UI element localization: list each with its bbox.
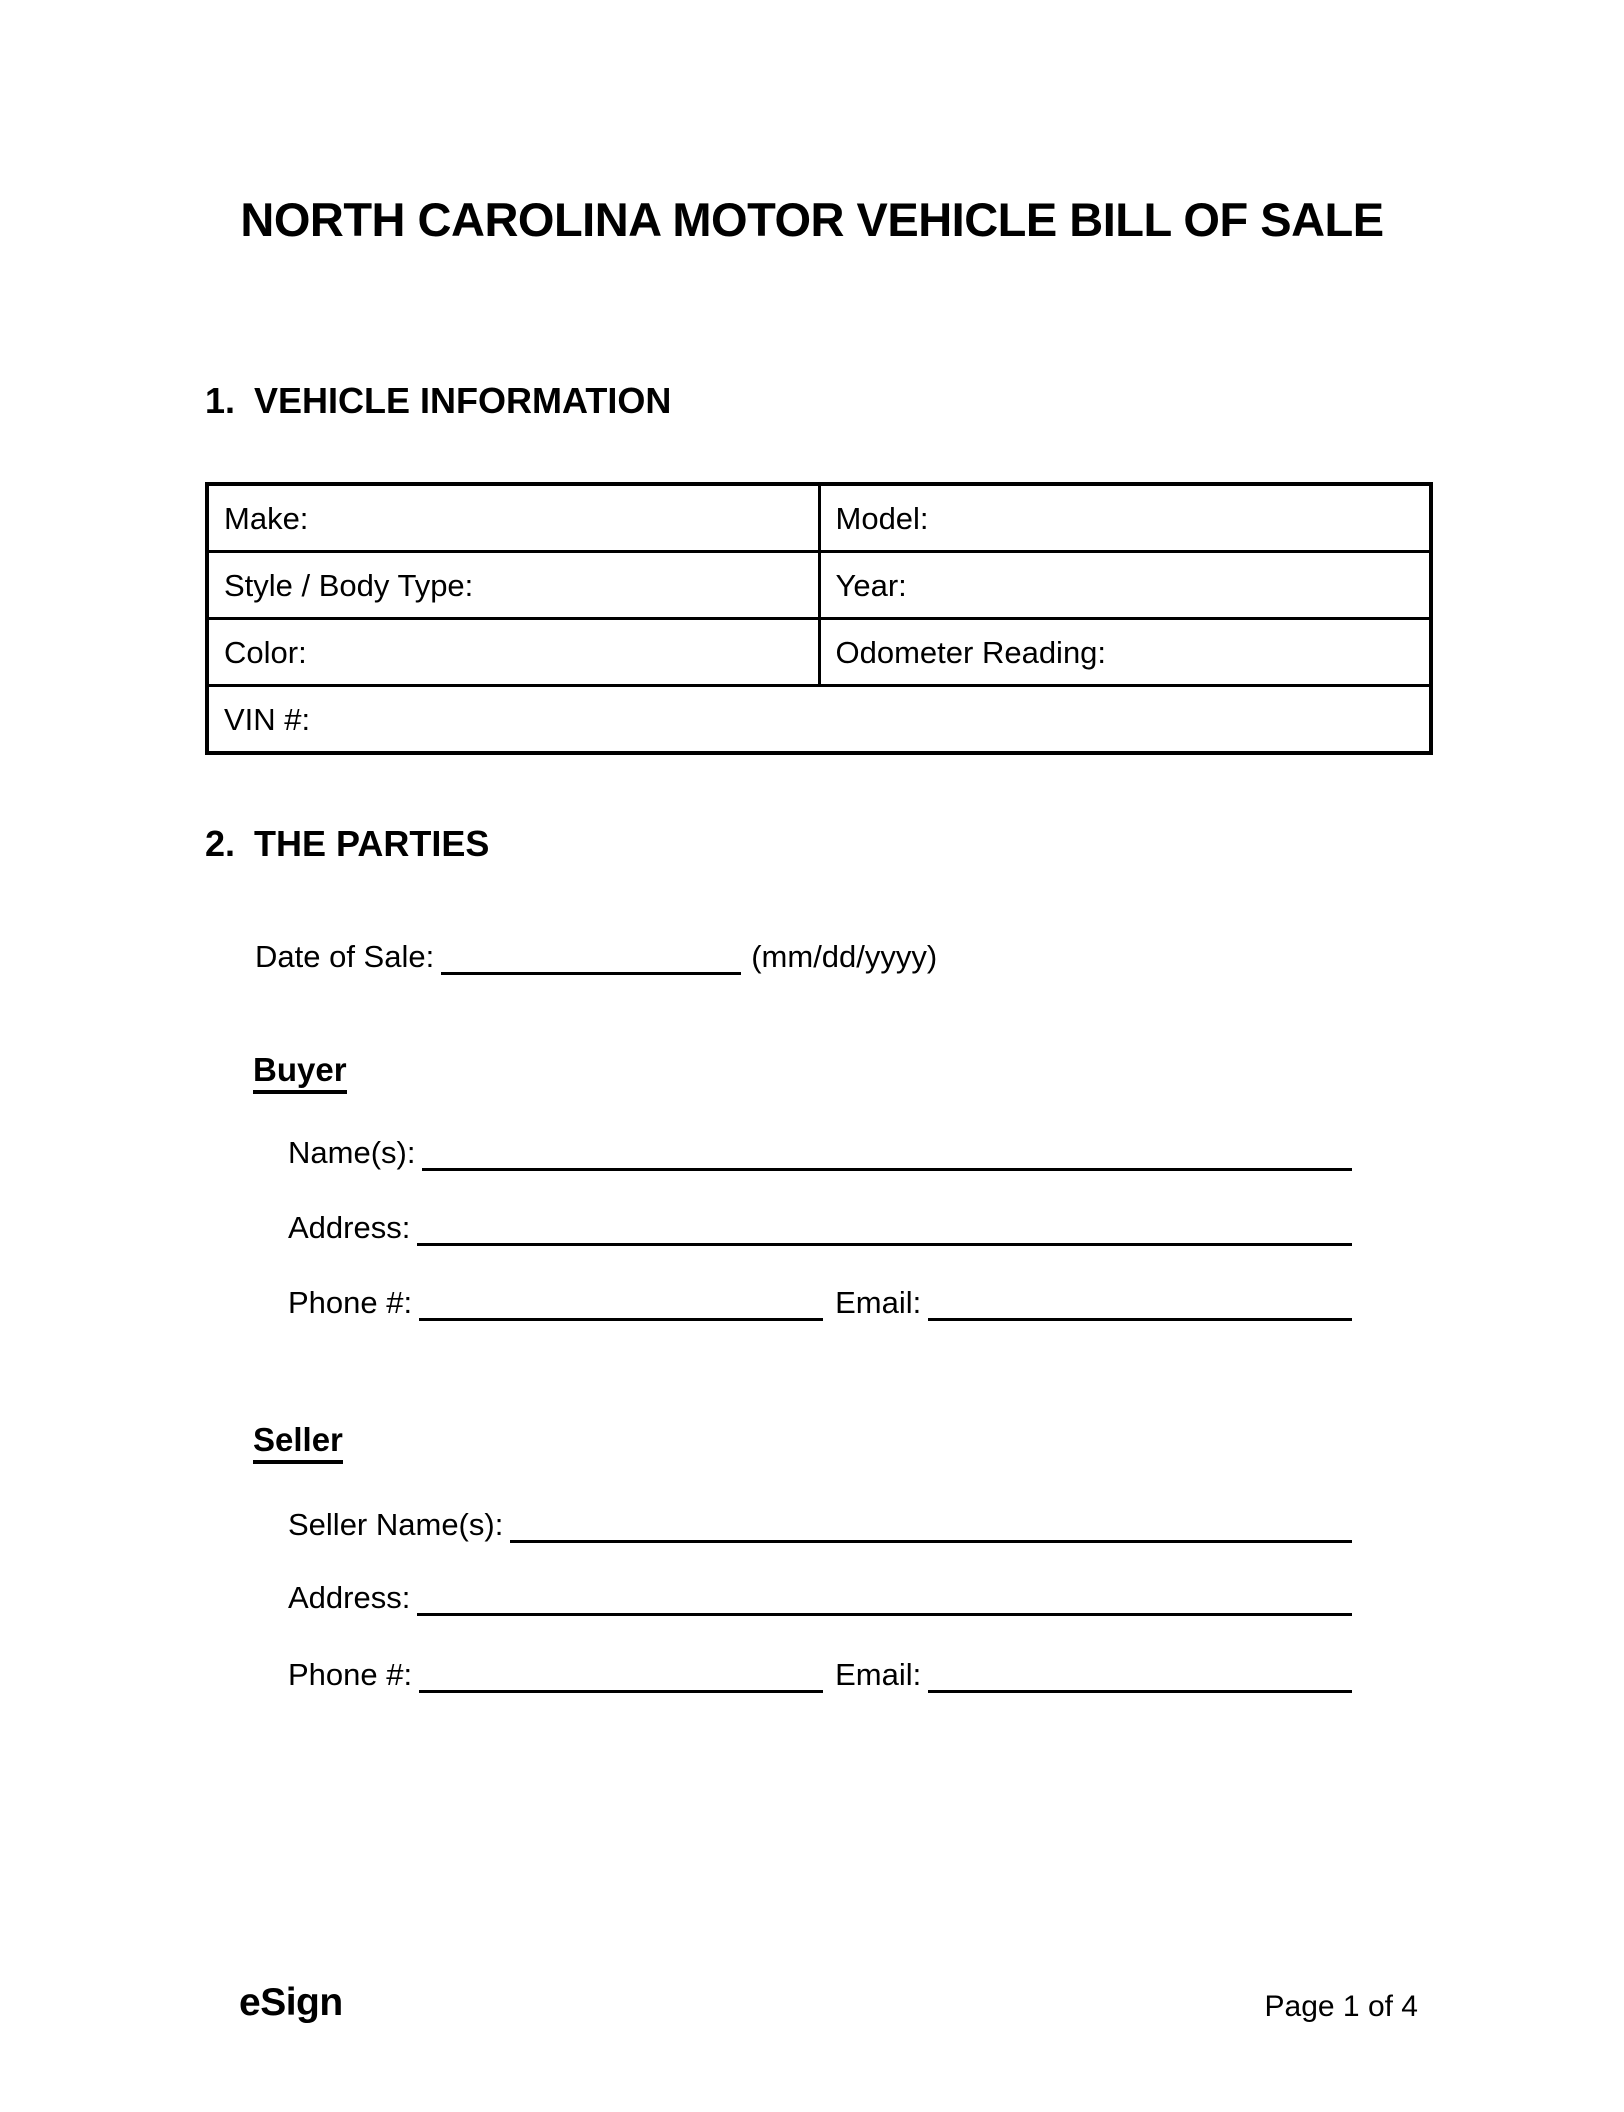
seller-address-row [288,1580,1352,1616]
table-row [207,484,1431,552]
date-of-sale-blank-line [441,972,741,975]
buyer-email-label: Email: [835,1285,922,1320]
buyer-phone-label: Phone #: [288,1285,413,1320]
table-row [207,619,1431,686]
buyer-heading: Buyer [253,1053,347,1094]
section-heading-the-parties [205,823,490,864]
page-indicator: Page 1 of 4 [1264,1990,1418,2023]
make-cell: Make: [207,484,819,552]
buyer-name-label: Name(s): [288,1135,416,1170]
seller-heading: Seller [253,1423,343,1464]
date-format-hint: (mm/dd/yyyy) [751,939,938,974]
seller-email-label: Email: [835,1657,922,1692]
section-label: VEHICLE INFORMATION [254,380,672,421]
table-row [207,686,1431,754]
section-heading-vehicle-information [205,380,672,421]
esign-logo: eSign [239,1981,343,2024]
document-title: NORTH CAROLINA MOTOR VEHICLE BILL OF SALE [240,193,1384,246]
vehicle-info-table [205,482,1433,755]
seller-address-blank-line [417,1613,1352,1616]
seller-phone-blank-line [419,1690,823,1693]
section-label: THE PARTIES [254,823,490,864]
style-body-type-cell: Style / Body Type: [207,552,819,619]
table-row [207,552,1431,619]
model-cell: Model: [819,484,1431,552]
buyer-address-label: Address: [288,1210,411,1245]
date-of-sale-label: Date of Sale: [255,939,435,974]
buyer-name-row [288,1135,1352,1171]
buyer-email-blank-line [928,1318,1352,1321]
seller-email-blank-line [928,1690,1352,1693]
odometer-cell: Odometer Reading: [819,619,1431,686]
section-number: 2. [205,823,236,864]
seller-phone-label: Phone #: [288,1657,413,1692]
seller-name-row [288,1507,1352,1543]
year-cell: Year: [819,552,1431,619]
date-of-sale-row [255,939,938,975]
section-number: 1. [205,380,236,421]
seller-name-blank-line [510,1540,1352,1543]
buyer-address-row [288,1210,1352,1246]
buyer-address-blank-line [417,1243,1352,1246]
buyer-phone-blank-line [419,1318,823,1321]
seller-address-label: Address: [288,1580,411,1615]
buyer-phone-email-row [288,1285,1352,1321]
seller-phone-email-row [288,1657,1352,1693]
buyer-name-blank-line [422,1168,1352,1171]
seller-name-label: Seller Name(s): [288,1507,504,1542]
color-cell: Color: [207,619,819,686]
vin-cell: VIN #: [207,686,1431,754]
